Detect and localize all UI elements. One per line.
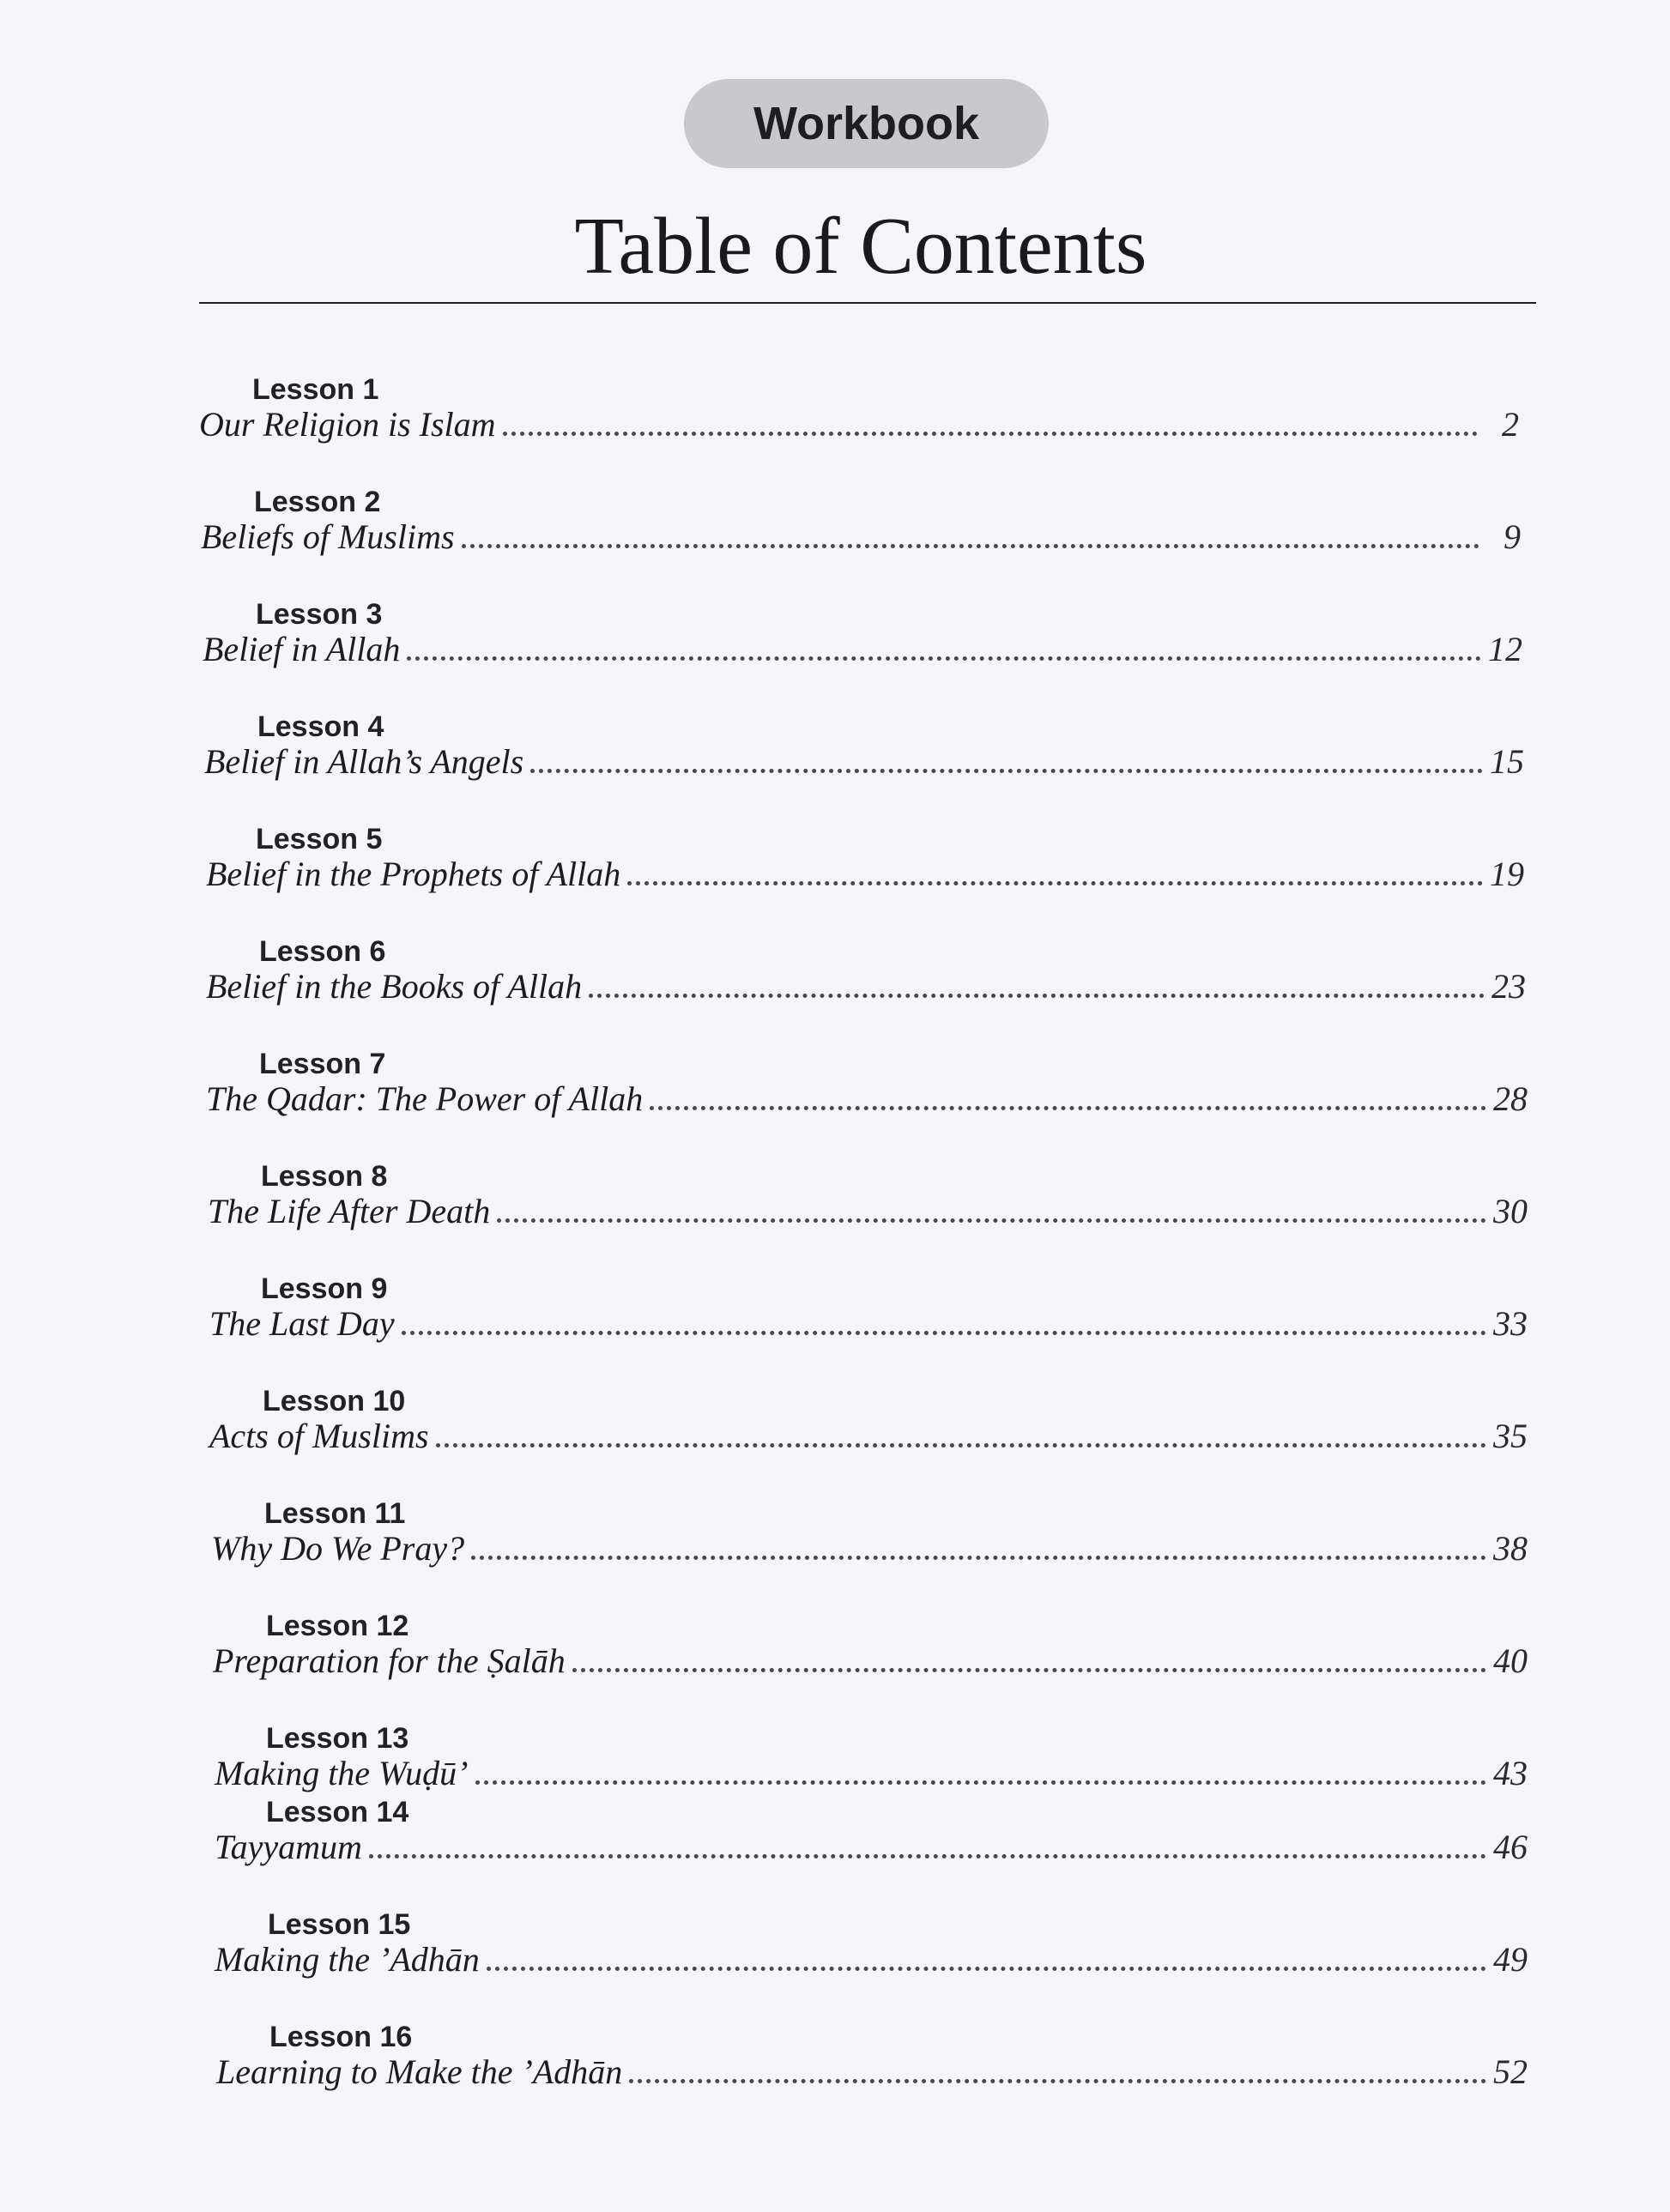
lesson-title: Beliefs of Muslims bbox=[201, 517, 455, 556]
lesson-number: Lesson 13 bbox=[266, 1722, 409, 1755]
page-number: 30 bbox=[1493, 1192, 1528, 1230]
dot-leader bbox=[487, 1967, 1486, 1971]
dot-leader bbox=[650, 1106, 1486, 1110]
dot-leader bbox=[471, 1556, 1486, 1560]
dot-leader bbox=[402, 1331, 1486, 1335]
lesson-title: Tayyamum bbox=[215, 1828, 362, 1866]
lesson-title: Making the ’Adhān bbox=[215, 1940, 480, 1979]
lesson-number: Lesson 11 bbox=[264, 1497, 406, 1530]
page-number: 33 bbox=[1493, 1304, 1528, 1343]
lesson-title: Our Religion is Islam bbox=[199, 405, 496, 444]
page-number: 12 bbox=[1488, 630, 1522, 668]
page-number: 19 bbox=[1490, 855, 1524, 893]
dot-leader bbox=[572, 1668, 1486, 1672]
page-number: 46 bbox=[1493, 1828, 1528, 1866]
lesson-number: Lesson 7 bbox=[259, 1048, 386, 1080]
page-number: 23 bbox=[1492, 967, 1526, 1006]
dot-leader bbox=[530, 769, 1483, 773]
toc-entry-4[interactable] bbox=[204, 710, 1524, 804]
page-number: 9 bbox=[1504, 517, 1521, 556]
lesson-number: Lesson 3 bbox=[256, 598, 383, 631]
dot-leader bbox=[475, 1780, 1487, 1785]
lesson-title: The Last Day bbox=[209, 1304, 395, 1343]
toc-entry-15[interactable] bbox=[215, 1907, 1528, 2002]
toc-entry-5[interactable] bbox=[206, 822, 1524, 916]
dot-leader bbox=[503, 432, 1478, 436]
page-number: 2 bbox=[1502, 405, 1519, 444]
dot-leader bbox=[627, 881, 1483, 885]
toc-entry-7[interactable] bbox=[206, 1047, 1528, 1141]
dot-leader bbox=[462, 544, 1479, 548]
lesson-title: Making the Wuḍū’ bbox=[215, 1754, 469, 1792]
lesson-title: The Qadar: The Power of Allah bbox=[206, 1079, 644, 1118]
dot-leader bbox=[629, 2079, 1486, 2083]
page-number: 38 bbox=[1493, 1529, 1528, 1568]
lesson-number: Lesson 15 bbox=[268, 1908, 411, 1941]
lesson-title: Belief in Allah bbox=[203, 630, 401, 668]
page-number: 28 bbox=[1493, 1079, 1528, 1118]
page-number: 40 bbox=[1493, 1641, 1528, 1680]
lesson-title: Belief in Allah’s Angels bbox=[204, 742, 524, 781]
lesson-number: Lesson 1 bbox=[252, 373, 379, 406]
page-number: 43 bbox=[1493, 1754, 1528, 1792]
dot-leader bbox=[436, 1443, 1486, 1447]
lesson-number: Lesson 8 bbox=[261, 1160, 388, 1193]
lesson-number: Lesson 16 bbox=[269, 2021, 413, 2053]
lesson-title: Learning to Make the ’Adhān bbox=[216, 2052, 623, 2091]
page-title: Table of Contents bbox=[574, 202, 1147, 291]
dot-leader bbox=[589, 994, 1485, 998]
lesson-number: Lesson 14 bbox=[266, 1796, 409, 1828]
lesson-title: Belief in the Books of Allah bbox=[206, 967, 583, 1006]
lesson-title: Preparation for the Ṣalāh bbox=[213, 1641, 566, 1680]
toc-entry-6[interactable] bbox=[206, 934, 1526, 1029]
toc-entry-14[interactable] bbox=[215, 1795, 1528, 1889]
lesson-title: Why Do We Pray? bbox=[211, 1529, 465, 1568]
toc-entry-11[interactable] bbox=[211, 1496, 1528, 1591]
dot-leader bbox=[369, 1854, 1486, 1858]
lesson-number: Lesson 2 bbox=[254, 486, 381, 518]
workbook-badge: Workbook bbox=[684, 79, 1049, 168]
page-number: 15 bbox=[1490, 742, 1524, 781]
page-number: 52 bbox=[1493, 2052, 1528, 2091]
lesson-number: Lesson 4 bbox=[257, 710, 384, 743]
lesson-number: Lesson 5 bbox=[256, 823, 383, 855]
dot-leader bbox=[497, 1218, 1486, 1223]
toc-entry-2[interactable] bbox=[201, 485, 1521, 579]
toc-entry-9[interactable] bbox=[209, 1272, 1528, 1366]
lesson-title: Belief in the Prophets of Allah bbox=[206, 855, 621, 893]
toc-entry-16[interactable] bbox=[216, 2020, 1528, 2114]
lesson-number: Lesson 9 bbox=[261, 1272, 388, 1305]
lesson-number: Lesson 6 bbox=[259, 935, 386, 968]
page-number: 35 bbox=[1493, 1417, 1528, 1455]
toc-entry-12[interactable] bbox=[213, 1609, 1528, 1703]
lesson-title: Acts of Muslims bbox=[209, 1417, 429, 1455]
toc-entry-3[interactable] bbox=[203, 597, 1522, 692]
toc-entry-1[interactable] bbox=[199, 372, 1519, 467]
dot-leader bbox=[407, 656, 1481, 661]
lesson-number: Lesson 10 bbox=[263, 1385, 406, 1417]
page-number: 49 bbox=[1493, 1940, 1528, 1979]
toc-entry-8[interactable] bbox=[208, 1159, 1528, 1254]
toc-entry-10[interactable] bbox=[209, 1384, 1528, 1478]
lesson-title: The Life After Death bbox=[208, 1192, 491, 1230]
lesson-number: Lesson 12 bbox=[266, 1610, 409, 1642]
